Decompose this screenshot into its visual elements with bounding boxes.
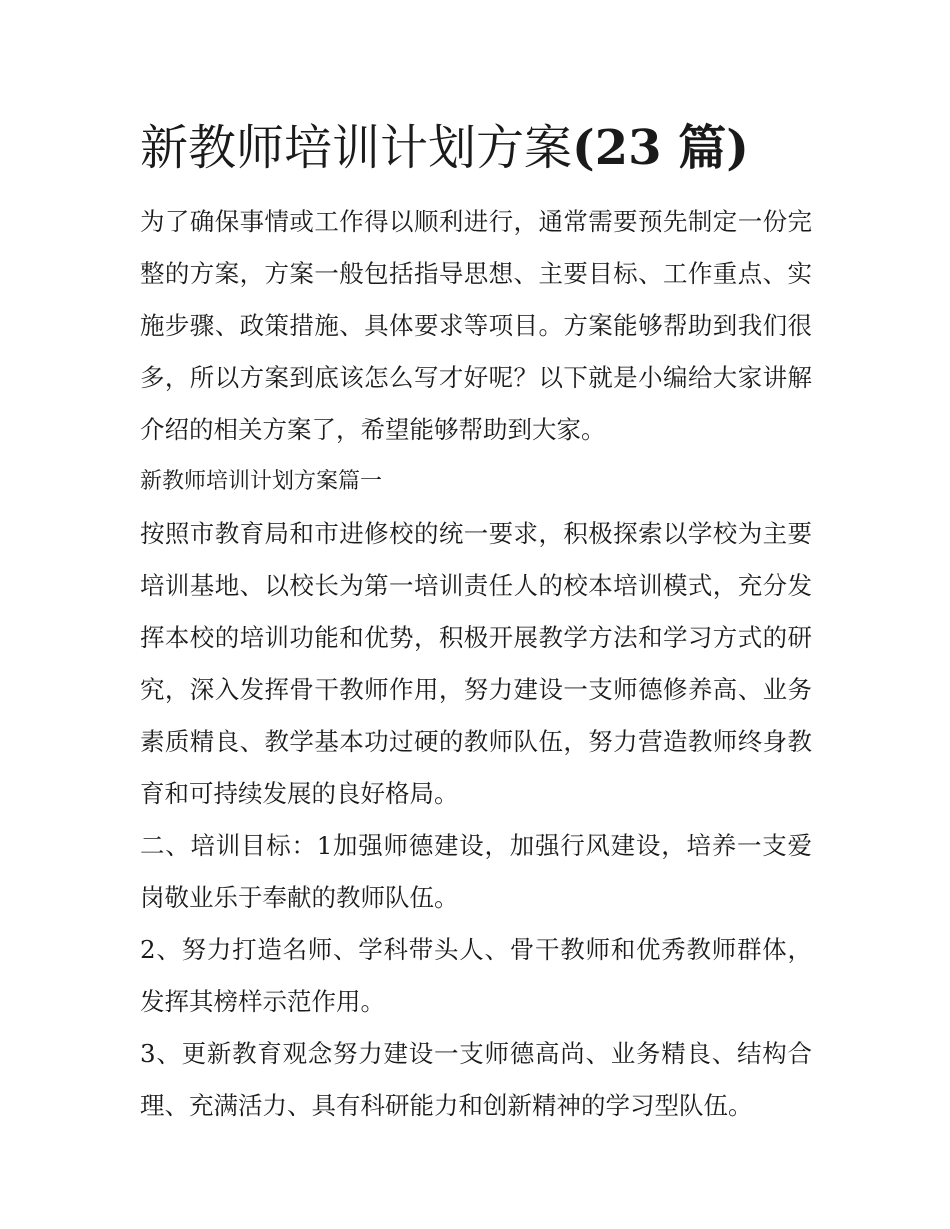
- training-goal-paragraph: 二、培训目标：1加强师德建设，加强行风建设，培养一支爱岗敬业乐于奉献的教师队伍。: [140, 831, 812, 912]
- document-title: [140, 118, 820, 178]
- goal-item-3: 3、更新教育观念努力建设一支师德高尚、业务精良、结构合理、充满活力、具有科研能力和创新精神的学习型队伍。: [140, 1039, 812, 1120]
- section-heading: 新教师培训计划方案篇一: [140, 469, 383, 494]
- intro-paragraph: 为了确保事情或工作得以顺利进行，通常需要预先制定一份完整的方案，方案一般包括指导思想、主要目标、工作重点、实施步骤、政策措施、具体要求等项目。方案能够帮助到我们很多，所以方案到底该怎么写才好呢？以下就是小编给大家讲解介绍的相关方案了，希望能够帮助到大家。: [140, 207, 812, 444]
- document-body: [140, 196, 812, 1132]
- document-title-count: (23 篇): [572, 120, 749, 176]
- goal-item-2: 2、努力打造名师、学科带头人、骨干教师和优秀教师群体，发挥其榜样示范作用。: [140, 935, 812, 1016]
- body-paragraph: 按照市教育局和市进修校的统一要求，积极探索以学校为主要培训基地、以校长为第一培训责任人的校本培训模式，充分发挥本校的培训功能和优势，积极开展教学方法和学习方式的研究，深入发挥骨干教师作用，努力建设一支师德修养高、业务素质精良、教学基本功过硬的教师队伍，努力营造教师终身教育和可持续发展的良好格局。: [140, 519, 812, 808]
- document-title-main: 新教师培训计划方案: [140, 120, 573, 176]
